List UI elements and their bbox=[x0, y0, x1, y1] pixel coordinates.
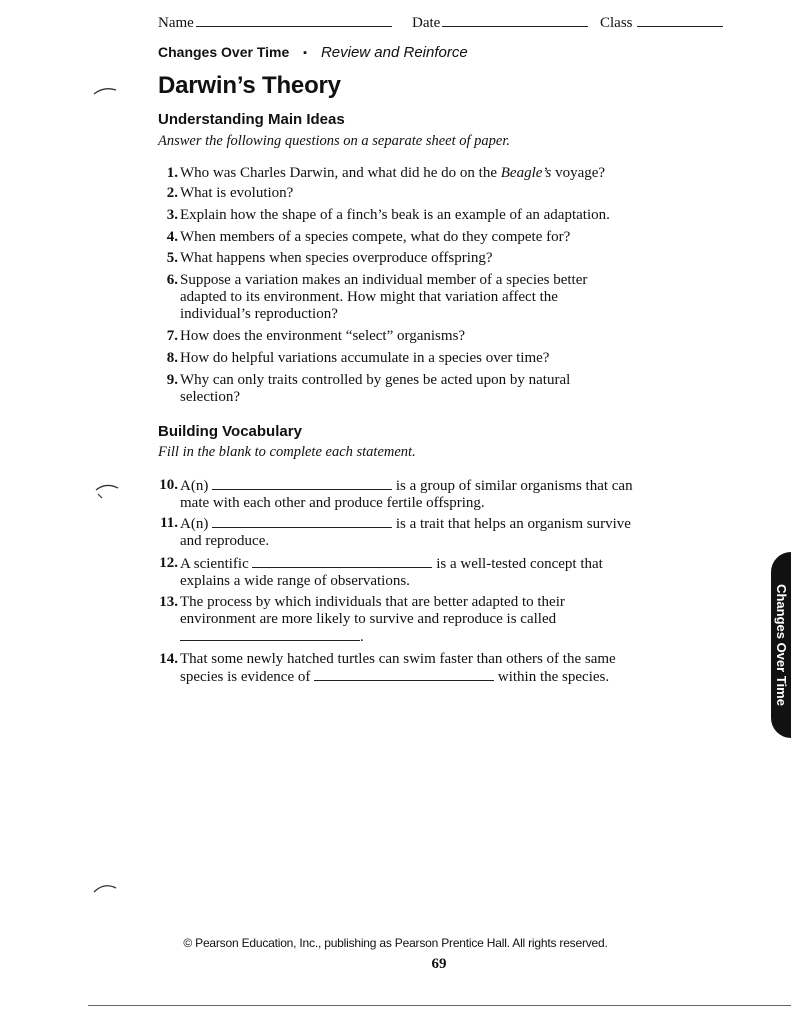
question-text: What happens when species overproduce offspring? bbox=[180, 250, 493, 266]
vocab-number: 13. bbox=[159, 594, 178, 610]
copyright-notice: © Pearson Education, Inc., publishing as Pearson Prentice Hall. All rights reserved. bbox=[183, 936, 608, 950]
chapter-subtitle bbox=[158, 44, 468, 61]
question-item bbox=[158, 207, 668, 224]
vocab-text-before: A scientific bbox=[180, 556, 249, 572]
vocab-text-after: is a well-tested concept that explains a wide range of observations. bbox=[180, 556, 603, 589]
main-ideas-heading: Understanding Main Ideas bbox=[158, 111, 345, 128]
vocab-item bbox=[158, 477, 656, 512]
vocab-number: 10. bbox=[159, 477, 178, 493]
margin-mark bbox=[92, 80, 120, 100]
question-item bbox=[158, 272, 628, 323]
chapter-side-tab bbox=[771, 552, 791, 738]
vocab-text-after: . bbox=[360, 629, 364, 645]
date-blank[interactable] bbox=[442, 12, 588, 27]
chapter-name: Changes Over Time bbox=[158, 44, 290, 60]
question-item bbox=[158, 350, 668, 367]
question-item bbox=[158, 250, 668, 267]
side-tab-label: Changes Over Time bbox=[774, 584, 789, 706]
vocab-number: 12. bbox=[159, 555, 178, 571]
question-item bbox=[158, 165, 668, 182]
class-label: Class bbox=[600, 15, 633, 31]
vocab-number: 11. bbox=[160, 515, 178, 531]
vocab-text-before: A(n) bbox=[180, 478, 209, 494]
question-text: When members of a species compete, what do they compete for? bbox=[180, 229, 571, 245]
vocab-item bbox=[158, 515, 656, 550]
class-blank[interactable] bbox=[637, 12, 723, 27]
question-text: Explain how the shape of a finch’s beak is an example of an adaptation. bbox=[180, 207, 610, 223]
bottom-rule bbox=[88, 1005, 791, 1006]
section-name: Review and Reinforce bbox=[320, 44, 468, 61]
date-field bbox=[412, 12, 588, 32]
vocab-number: 14. bbox=[159, 651, 178, 667]
question-text: What is evolution? bbox=[180, 185, 294, 201]
page-title: Darwin’s Theory bbox=[158, 72, 341, 99]
main-ideas-instructions: Answer the following questions on a separate sheet of paper. bbox=[158, 133, 511, 149]
question-number: 9. bbox=[166, 372, 178, 388]
vocab-text-before: That some newly hatched turtles can swim faster than others of the same species is evidence of bbox=[180, 651, 616, 685]
question-number: 3. bbox=[166, 207, 178, 223]
margin-mark bbox=[92, 478, 122, 504]
question-number: 8. bbox=[166, 350, 178, 366]
margin-mark bbox=[92, 878, 120, 898]
question-text: Why can only traits controlled by genes be acted upon by natural selection? bbox=[180, 372, 571, 405]
vocab-text-after: within the species. bbox=[497, 669, 610, 685]
answer-blank[interactable] bbox=[212, 477, 392, 490]
question-item bbox=[158, 185, 668, 202]
answer-blank[interactable] bbox=[314, 668, 494, 681]
question-item bbox=[158, 229, 668, 246]
question-text: How do helpful variations accumulate in a species over time? bbox=[180, 350, 550, 366]
class-field bbox=[600, 12, 723, 32]
vocab-item bbox=[158, 594, 628, 646]
name-blank[interactable] bbox=[196, 12, 392, 27]
answer-blank[interactable] bbox=[252, 555, 432, 568]
name-field bbox=[158, 12, 392, 32]
vocabulary-heading: Building Vocabulary bbox=[158, 423, 302, 440]
question-text: Suppose a variation makes an individual member of a species better adapted to its environment. How might that variation affect the individual’s reproduction? bbox=[180, 272, 588, 322]
vocab-text-after: is a trait that helps an organism survive and reproduce. bbox=[180, 516, 631, 549]
page-number: 69 bbox=[431, 956, 447, 972]
question-number: 1. bbox=[166, 165, 178, 181]
answer-blank[interactable] bbox=[180, 628, 360, 641]
answer-blank[interactable] bbox=[212, 515, 392, 528]
subtitle-bullet: ▪ bbox=[303, 47, 308, 59]
question-number: 2. bbox=[166, 185, 178, 201]
vocab-item bbox=[158, 555, 638, 590]
question-number: 6. bbox=[166, 272, 178, 288]
question-item bbox=[158, 372, 628, 406]
name-label: Name bbox=[158, 15, 194, 31]
vocabulary-instructions: Fill in the blank to complete each statement. bbox=[158, 444, 416, 460]
question-item bbox=[158, 328, 668, 345]
vocab-item bbox=[158, 651, 658, 686]
question-number: 4. bbox=[166, 229, 178, 245]
question-text: How does the environment “select” organisms? bbox=[180, 328, 466, 344]
vocab-text-before: A(n) bbox=[180, 516, 209, 532]
question-text: Who was Charles Darwin, and what did he do on the Beagle’s voyage? bbox=[180, 165, 606, 181]
date-label: Date bbox=[412, 15, 441, 31]
question-number: 5. bbox=[166, 250, 178, 266]
vocab-text-before: The process by which individuals that are better adapted to their environment are more likely to survive and reproduce is called bbox=[180, 594, 565, 627]
question-number: 7. bbox=[166, 328, 178, 344]
vocab-text-after: is a group of similar organisms that can mate with each other and produce fertile offspring. bbox=[180, 478, 633, 511]
